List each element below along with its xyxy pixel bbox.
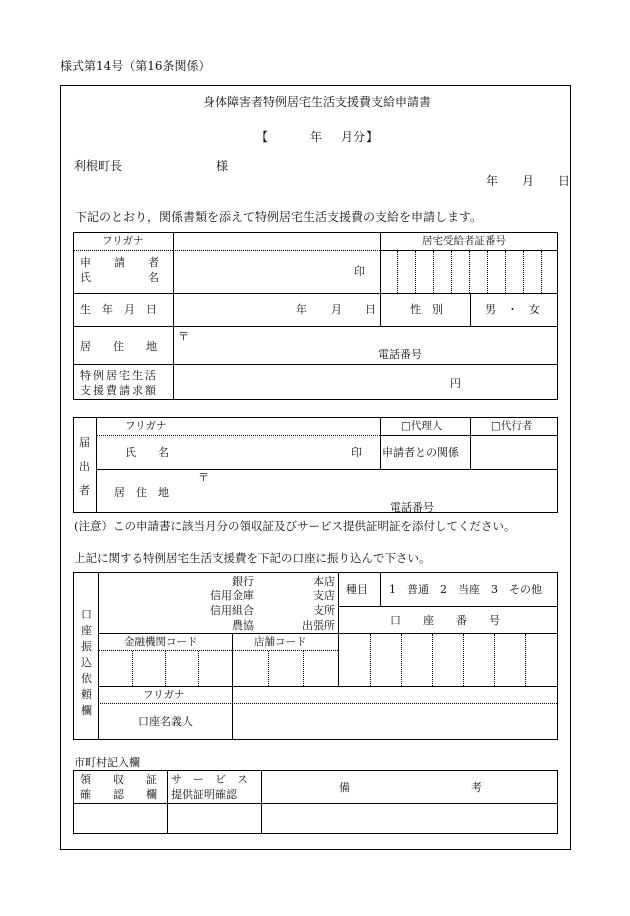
applicant-name-label-2: 氏 名 (80, 271, 165, 284)
applicant-table (73, 232, 558, 400)
account-kind-label: 種目 (346, 583, 368, 596)
notifier-agent-checkbox[interactable]: □代理人 (401, 420, 443, 432)
receipt-label-1: 領 収 証 (80, 773, 157, 786)
municipal-table (73, 770, 558, 834)
claim-label-1: 特例居宅生活 (80, 369, 158, 382)
notifier-side-2: 出 (79, 460, 90, 473)
bank-code-label: 金融機関コード (124, 636, 198, 648)
account-side-1: 口 (81, 608, 92, 621)
birth-label: 生 年 月 日 (80, 303, 157, 316)
notifier-seal: 印 (351, 446, 362, 459)
remarks-label-1: 備 (339, 781, 350, 794)
bank-type-kumiai: 信用組合 (210, 604, 254, 617)
notifier-relation-label: 申請者との関係 (382, 446, 459, 459)
service-label-1: サ ー ビ ス (171, 773, 248, 786)
applicant-seal: 印 (354, 265, 365, 278)
account-table (73, 572, 558, 740)
notifier-table (73, 417, 558, 513)
holder-name-field[interactable] (233, 687, 557, 739)
notifier-phone: 電話番号 (390, 501, 434, 514)
applicant-furigana-label: フリガナ (102, 235, 144, 247)
notifier-postal: 〒 (198, 471, 209, 484)
notifier-name-label: 氏 名 (125, 446, 169, 459)
intro-text: 下記のとおり，関係書類を添えて特例居宅生活支援費の支給を申請します。 (75, 210, 483, 224)
remarks-field[interactable] (262, 804, 557, 833)
account-side-4: 込 (81, 656, 92, 669)
date-month: 月 (522, 174, 535, 188)
bank-type-nokyo: 農協 (232, 619, 254, 632)
account-kind-options[interactable]: 1 普通 2 当座 3 その他 (389, 583, 542, 596)
transfer-intro: 上記に関する特例居宅生活支援費を下記の口座に振り込んで下さい。 (74, 551, 431, 565)
branch-code-label: 店舗コード (254, 636, 307, 648)
claim-label-2: 支援費請求額 (80, 384, 158, 397)
branch-type-shisho: 支所 (313, 604, 335, 617)
branch-type-shiten: 支店 (313, 589, 335, 602)
form-title: 身体障害者特例居宅生活支援費支給申請書 (203, 95, 432, 109)
receipt-check-field[interactable] (75, 804, 167, 833)
date-day: 日 (558, 174, 571, 188)
account-side-3: 振 (81, 640, 92, 653)
period-close: 】 (366, 130, 379, 144)
note-text: (注意）この申請書に該当月分の領収証及びサービス提供証明証を添付してください。 (74, 519, 516, 533)
applicant-name-label-1: 申 請 者 (80, 256, 165, 269)
service-check-field[interactable] (168, 804, 261, 833)
address-phone: 電話番号 (378, 348, 422, 361)
period-open: 【 (256, 130, 269, 144)
claim-yen: 円 (450, 377, 461, 390)
notifier-name-field[interactable] (97, 436, 380, 469)
notifier-address-field[interactable] (97, 470, 557, 512)
account-side-7: 欄 (81, 704, 92, 717)
municipal-heading: 市町村記入欄 (74, 756, 140, 769)
birth-month: 月 (331, 303, 342, 316)
sex-label: 性 別 (410, 303, 443, 316)
claim-amount-field[interactable] (174, 365, 557, 399)
account-side-5: 依 (81, 672, 92, 685)
applicant-name-field[interactable] (174, 251, 379, 293)
notifier-furigana-label: フリガナ (125, 420, 167, 432)
period-month: 月分 (341, 130, 366, 144)
notifier-side-1: 届 (79, 436, 90, 449)
form-number: 様式第14号（第16条関係） (60, 59, 211, 73)
holder-label: 口座名義人 (138, 715, 193, 728)
notifier-side-3: 者 (79, 484, 90, 497)
remarks-label-2: 考 (471, 781, 482, 794)
address-field[interactable] (174, 327, 557, 364)
service-label-2: 提供証明確認 (171, 788, 237, 801)
address-postal: 〒 (178, 330, 189, 343)
period-year: 年 (310, 130, 323, 144)
birth-day: 日 (365, 303, 376, 316)
branch-type-shucchosho: 出張所 (302, 619, 335, 632)
date-year: 年 (486, 174, 499, 188)
applicant-cert-no-label: 居宅受給者証番号 (422, 235, 506, 247)
notifier-relation-field[interactable] (471, 436, 557, 469)
bank-type-bank: 銀行 (232, 575, 254, 588)
birth-date-field[interactable] (174, 294, 379, 326)
account-number-label: 口 座 番 号 (390, 614, 500, 627)
account-side-2: 座 (81, 624, 92, 637)
birth-year: 年 (296, 303, 307, 316)
sex-value[interactable]: 男 ・ 女 (485, 303, 540, 316)
addressee-mayor: 利根町長 (74, 159, 123, 173)
branch-type-honten: 本店 (313, 575, 335, 588)
address-label: 居 住 地 (80, 340, 157, 353)
addressee-sama: 様 (216, 159, 229, 173)
account-side-6: 頼 (81, 688, 92, 701)
receipt-label-2: 確 認 欄 (80, 788, 157, 801)
notifier-proxy-checkbox[interactable]: □代行者 (491, 420, 533, 432)
period-line (256, 128, 379, 144)
bank-type-shinkin: 信用金庫 (210, 589, 254, 602)
notifier-address-label: 居 住 地 (114, 486, 169, 499)
holder-furigana-label: フリガナ (143, 689, 185, 701)
